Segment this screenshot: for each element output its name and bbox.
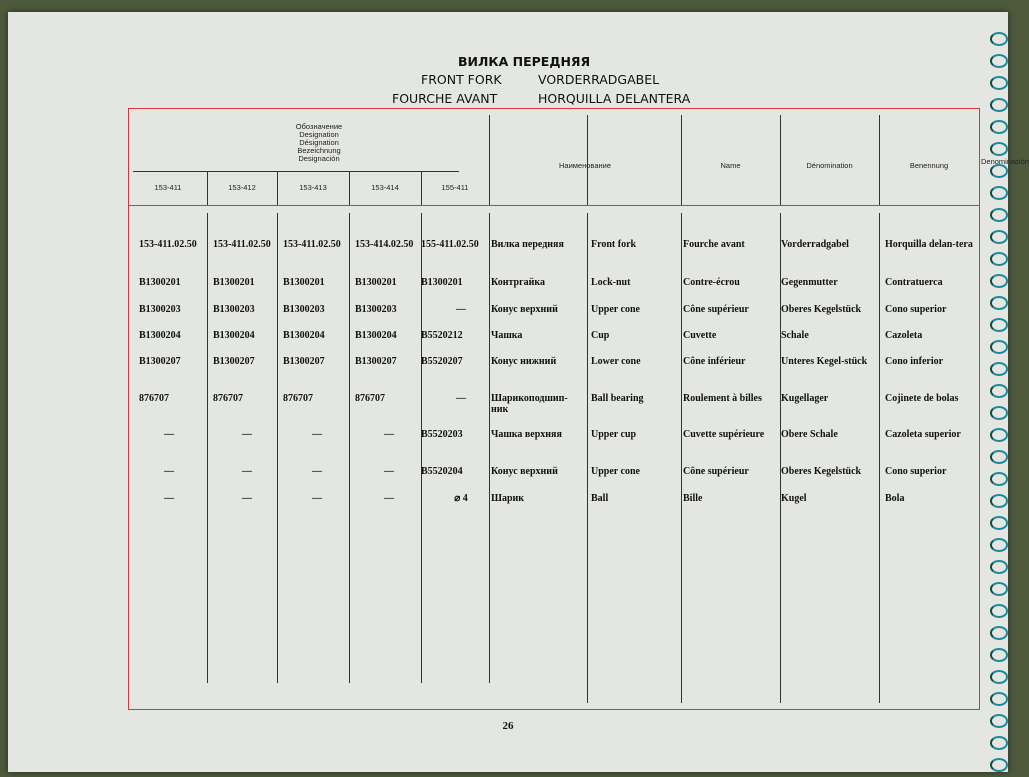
part-code: —	[312, 429, 322, 440]
spiral-binding	[988, 32, 1008, 772]
model-header: 153-412	[228, 183, 256, 192]
part-name: Cône supérieur	[683, 304, 749, 315]
column-divider	[879, 213, 880, 703]
part-name: Cazoleta	[885, 330, 923, 341]
spiral-ring	[990, 692, 1008, 706]
part-code: B1300201	[283, 277, 325, 288]
part-code: B5520203	[421, 429, 463, 440]
spiral-ring	[990, 758, 1008, 772]
part-code: 153-414.02.50	[355, 239, 414, 250]
header-subdivider	[133, 171, 459, 172]
part-code: B1300204	[355, 330, 397, 341]
part-name: Контргайка	[491, 277, 546, 288]
part-name: Upper cone	[591, 304, 640, 315]
part-code: —	[456, 304, 466, 315]
part-name: Cône inférieur	[683, 356, 746, 367]
part-code: B1300207	[139, 356, 181, 367]
column-divider	[879, 115, 880, 205]
parts-table	[128, 108, 1029, 710]
part-name: Lock-nut	[591, 277, 631, 288]
part-name: Конус верхний	[491, 466, 558, 477]
spiral-ring	[990, 32, 1008, 46]
name-header: Name	[720, 161, 741, 170]
part-name: Чашка	[491, 330, 523, 341]
part-code: —	[312, 493, 322, 504]
spiral-ring	[990, 98, 1008, 112]
part-code: —	[456, 393, 466, 404]
part-code: B1300204	[139, 330, 181, 341]
part-name: Vorderradgabel	[781, 239, 849, 250]
part-code: 876707	[139, 393, 169, 404]
part-name: Contratuerca	[885, 277, 943, 288]
column-divider	[277, 171, 278, 205]
part-code: B1300201	[421, 277, 463, 288]
part-name: Horquilla delan-tera	[885, 239, 973, 250]
name-header: Denominación	[981, 157, 1029, 166]
part-code: —	[242, 429, 252, 440]
part-name: Конус нижний	[491, 356, 557, 367]
spiral-ring	[990, 670, 1008, 684]
part-code: B1300207	[355, 356, 397, 367]
part-name: Bola	[885, 493, 905, 504]
part-name: Roulement à billes	[683, 393, 762, 404]
column-divider	[587, 213, 588, 703]
designation-label: Обозначение	[295, 122, 343, 131]
spiral-ring	[990, 428, 1008, 442]
part-name: Contre-écrou	[683, 277, 740, 288]
column-divider	[421, 171, 422, 205]
model-header: 153-414	[371, 183, 399, 192]
part-name: Oberes Kegelstück	[781, 304, 862, 315]
spiral-ring	[990, 252, 1008, 266]
column-divider	[780, 115, 781, 205]
part-name: Unteres Kegel-stück	[781, 356, 868, 367]
part-code: B1300204	[213, 330, 255, 341]
part-name: Gegenmutter	[781, 277, 838, 288]
spiral-ring	[990, 76, 1008, 90]
part-name: Obere Schale	[781, 429, 838, 440]
part-code: B1300207	[283, 356, 325, 367]
spiral-ring	[990, 538, 1008, 552]
part-code: 153-411.02.50	[139, 239, 197, 250]
part-name: Чашка верхняя	[491, 429, 562, 440]
designation-label: Désignation	[299, 138, 339, 147]
part-code: —	[384, 429, 394, 440]
part-name: Cono superior	[885, 304, 947, 315]
spiral-ring	[990, 626, 1008, 640]
spiral-ring	[990, 362, 1008, 376]
spiral-ring	[990, 582, 1008, 596]
spiral-ring	[990, 274, 1008, 288]
part-code: —	[242, 466, 252, 477]
spiral-ring	[990, 384, 1008, 398]
catalog-page	[8, 12, 1029, 772]
spiral-ring	[990, 516, 1008, 530]
part-name: Lower cone	[591, 356, 641, 367]
spiral-ring	[990, 736, 1008, 750]
part-code: ⌀ 4	[454, 493, 468, 504]
designation-label: Designation	[299, 130, 339, 139]
part-name: Cojinete de bolas	[885, 393, 959, 404]
part-code: —	[164, 429, 174, 440]
part-name: Cuvette supérieure	[683, 429, 765, 440]
spiral-ring	[990, 186, 1008, 200]
part-code: B5520212	[421, 330, 463, 341]
part-code: 153-411.02.50	[283, 239, 341, 250]
spiral-ring	[990, 54, 1008, 68]
column-divider	[681, 115, 682, 205]
spiral-ring	[990, 494, 1008, 508]
part-name: Ball bearing	[591, 393, 644, 404]
spiral-ring	[990, 472, 1008, 486]
model-header: 153-413	[299, 183, 327, 192]
part-code: B1300207	[213, 356, 255, 367]
model-header: 155-411	[441, 183, 469, 192]
part-code: B5520204	[421, 466, 463, 477]
spiral-ring	[990, 604, 1008, 618]
part-code: 876707	[283, 393, 313, 404]
part-name: Шарикоподшип-ник	[491, 393, 568, 415]
designation-label: Designación	[298, 154, 340, 163]
part-code: —	[384, 493, 394, 504]
title-fr: FOURCHE AVANT	[392, 91, 498, 106]
part-name: Cono superior	[885, 466, 947, 477]
spiral-ring	[990, 648, 1008, 662]
part-name: Schale	[781, 330, 809, 341]
part-name: Upper cone	[591, 466, 640, 477]
part-code: 876707	[213, 393, 243, 404]
spiral-ring	[990, 120, 1008, 134]
model-header: 153-411	[154, 183, 182, 192]
name-header: Benennung	[909, 161, 949, 170]
part-name: Oberes Kegelstück	[781, 466, 862, 477]
spiral-ring	[990, 560, 1008, 574]
column-divider	[349, 171, 350, 205]
column-divider	[587, 115, 588, 205]
header-divider	[129, 205, 979, 206]
spiral-ring	[990, 406, 1008, 420]
title-es: HORQUILLA DELANTERA	[538, 91, 691, 106]
part-code: B1300203	[283, 304, 325, 315]
part-code: B1300204	[283, 330, 325, 341]
part-name: Kugel	[781, 493, 807, 504]
part-name: Front fork	[591, 239, 637, 250]
part-name: Cup	[591, 330, 610, 341]
part-name: Bille	[683, 493, 703, 504]
part-code: —	[164, 466, 174, 477]
part-code: —	[242, 493, 252, 504]
part-code: 876707	[355, 393, 385, 404]
part-code: B1300201	[139, 277, 181, 288]
part-code: —	[164, 493, 174, 504]
spiral-ring	[990, 208, 1008, 222]
spiral-ring	[990, 296, 1008, 310]
title-en: FRONT FORK	[421, 72, 502, 87]
part-name: Шарик	[491, 493, 525, 504]
column-divider	[207, 171, 208, 205]
part-code: B1300201	[355, 277, 397, 288]
part-name: Ball	[591, 493, 609, 504]
part-name: Upper cup	[591, 429, 637, 440]
part-code: B1300203	[139, 304, 181, 315]
designation-label: Bezeichnung	[297, 146, 341, 155]
column-divider	[681, 213, 682, 703]
spiral-ring	[990, 230, 1008, 244]
spiral-ring	[990, 142, 1008, 156]
spiral-ring	[990, 340, 1008, 354]
part-name: Cuvette	[683, 330, 717, 341]
column-divider	[489, 115, 490, 205]
part-name: Cône supérieur	[683, 466, 749, 477]
part-code: —	[312, 466, 322, 477]
part-name: Cazoleta superior	[885, 429, 961, 440]
part-code: B1300203	[213, 304, 255, 315]
part-name: Kugellager	[781, 393, 829, 404]
part-name: Fourche avant	[683, 239, 745, 250]
spiral-ring	[990, 164, 1008, 178]
part-name: Вилка передняя	[491, 239, 564, 250]
part-code: 155-411.02.50	[421, 239, 479, 250]
name-header: Наименование	[559, 161, 611, 170]
part-code: 153-411.02.50	[213, 239, 271, 250]
designation-header	[269, 123, 369, 163]
part-name: Cono inferior	[885, 356, 944, 367]
part-code: —	[384, 466, 394, 477]
spiral-ring	[990, 450, 1008, 464]
part-code: B1300203	[355, 304, 397, 315]
title-ru: ВИЛКА ПЕРЕДНЯЯ	[458, 54, 591, 69]
part-code: B5520207	[421, 356, 463, 367]
title-de: VORDERRADGABEL	[538, 72, 660, 87]
page-number: 26	[502, 720, 514, 732]
name-header: Dénomination	[806, 161, 853, 170]
part-name: Конус верхний	[491, 304, 558, 315]
part-code: B1300201	[213, 277, 255, 288]
spiral-ring	[990, 318, 1008, 332]
